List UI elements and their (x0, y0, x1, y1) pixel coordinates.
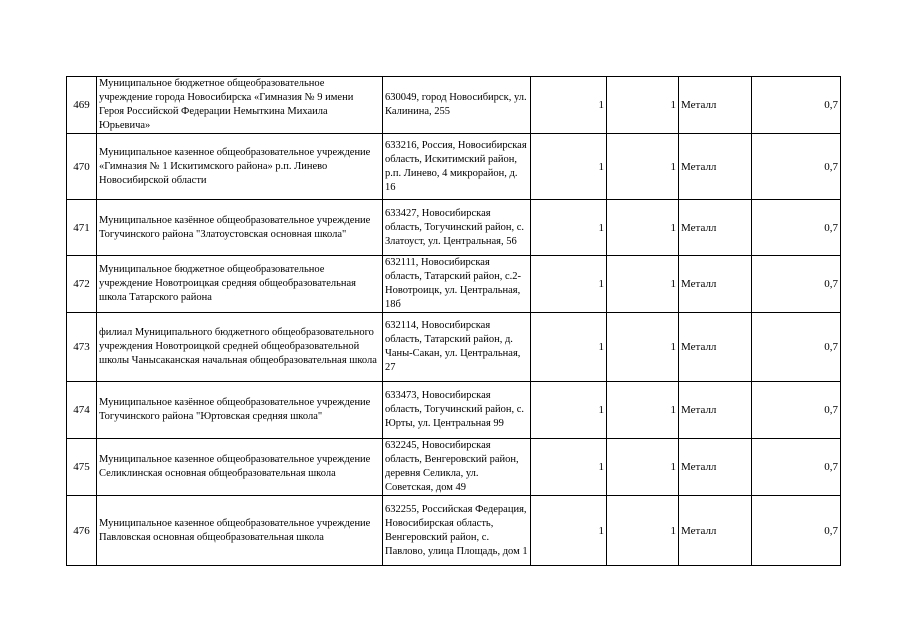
quantity-1: 1 (531, 200, 607, 256)
row-number: 474 (67, 382, 97, 439)
table-row (67, 382, 841, 439)
quantity-1: 1 (531, 496, 607, 566)
row-number: 472 (67, 256, 97, 313)
material: Металл (679, 134, 752, 200)
address: 632255, Российская Федерация, Новосибирская область, Венгеровский район, с. Павлово, улица Площадь, дом 1 (383, 496, 531, 566)
quantity-1: 1 (531, 77, 607, 134)
organization-name: Муниципальное казенное общеобразовательное учреждение Селиклинская основная общеобразовательная школа (97, 439, 383, 496)
address: 632114, Новосибирская область, Татарский район, д. Чаны-Сакан, ул. Центральная, 27 (383, 313, 531, 382)
table-body (67, 77, 841, 566)
table-row (67, 77, 841, 134)
volume: 0,7 (752, 77, 841, 134)
row-number: 470 (67, 134, 97, 200)
organization-name: Муниципальное казённое общеобразовательное учреждение Тогучинского района "Златоустовская основная школа" (97, 200, 383, 256)
quantity-2: 1 (607, 77, 679, 134)
organization-name: Муниципальное казённое общеобразовательное учреждение Тогучинского района "Юртовская средняя школа" (97, 382, 383, 439)
address: 632245, Новосибирская область, Венгеровский район, деревня Селикла, ул. Советская, дом 49 (383, 439, 531, 496)
organization-name: Муниципальное казенное общеобразовательное учреждение Павловская основная общеобразовательная школа (97, 496, 383, 566)
table-row (67, 496, 841, 566)
table-row (67, 134, 841, 200)
address: 630049, город Новосибирск, ул. Калинина, 255 (383, 77, 531, 134)
organization-name: филиал Муниципального бюджетного общеобразовательного учреждения Новотроицкой средней общеобразовательной школы Чанысаканская начальная общеобразовательная школа (97, 313, 383, 382)
material: Металл (679, 439, 752, 496)
quantity-1: 1 (531, 313, 607, 382)
volume: 0,7 (752, 256, 841, 313)
table-row (67, 313, 841, 382)
quantity-2: 1 (607, 439, 679, 496)
volume: 0,7 (752, 382, 841, 439)
row-number: 473 (67, 313, 97, 382)
material: Металл (679, 496, 752, 566)
quantity-1: 1 (531, 439, 607, 496)
address: 633427, Новосибирская область, Тогучинский район, с. Златоуст, ул. Центральная, 56 (383, 200, 531, 256)
volume: 0,7 (752, 200, 841, 256)
quantity-2: 1 (607, 313, 679, 382)
row-number: 475 (67, 439, 97, 496)
volume: 0,7 (752, 439, 841, 496)
table-row (67, 256, 841, 313)
quantity-1: 1 (531, 382, 607, 439)
material: Металл (679, 313, 752, 382)
address: 633216, Россия, Новосибирская область, Искитимский район, р.п. Линево, 4 микрорайон, д. 16 (383, 134, 531, 200)
row-number: 471 (67, 200, 97, 256)
quantity-1: 1 (531, 256, 607, 313)
table-row (67, 439, 841, 496)
material: Металл (679, 382, 752, 439)
row-number: 476 (67, 496, 97, 566)
table-row (67, 200, 841, 256)
volume: 0,7 (752, 313, 841, 382)
organization-name: Муниципальное бюджетное общеобразовательное учреждение Новотроицкая средняя общеобразовательная школа Татарского района (97, 256, 383, 313)
volume: 0,7 (752, 134, 841, 200)
material: Металл (679, 77, 752, 134)
quantity-2: 1 (607, 256, 679, 313)
material: Металл (679, 256, 752, 313)
organization-name: Муниципальное бюджетное общеобразовательное учреждение города Новосибирска «Гимназия № 9 имени Героя Российской Федерации Немыткина Михаила Юрьевича» (97, 77, 383, 134)
address: 633473, Новосибирская область, Тогучинский район, с. Юрты, ул. Центральная 99 (383, 382, 531, 439)
quantity-2: 1 (607, 200, 679, 256)
volume: 0,7 (752, 496, 841, 566)
material: Металл (679, 200, 752, 256)
row-number: 469 (67, 77, 97, 134)
quantity-2: 1 (607, 134, 679, 200)
quantity-1: 1 (531, 134, 607, 200)
quantity-2: 1 (607, 382, 679, 439)
schools-table (66, 76, 841, 566)
quantity-2: 1 (607, 496, 679, 566)
organization-name: Муниципальное казенное общеобразовательное учреждение «Гимназия № 1 Искитимского района» р.п. Линево Новосибирской области (97, 134, 383, 200)
address: 632111, Новосибирская область, Татарский район, с.2-Новотроицк, ул. Центральная, 18б (383, 256, 531, 313)
